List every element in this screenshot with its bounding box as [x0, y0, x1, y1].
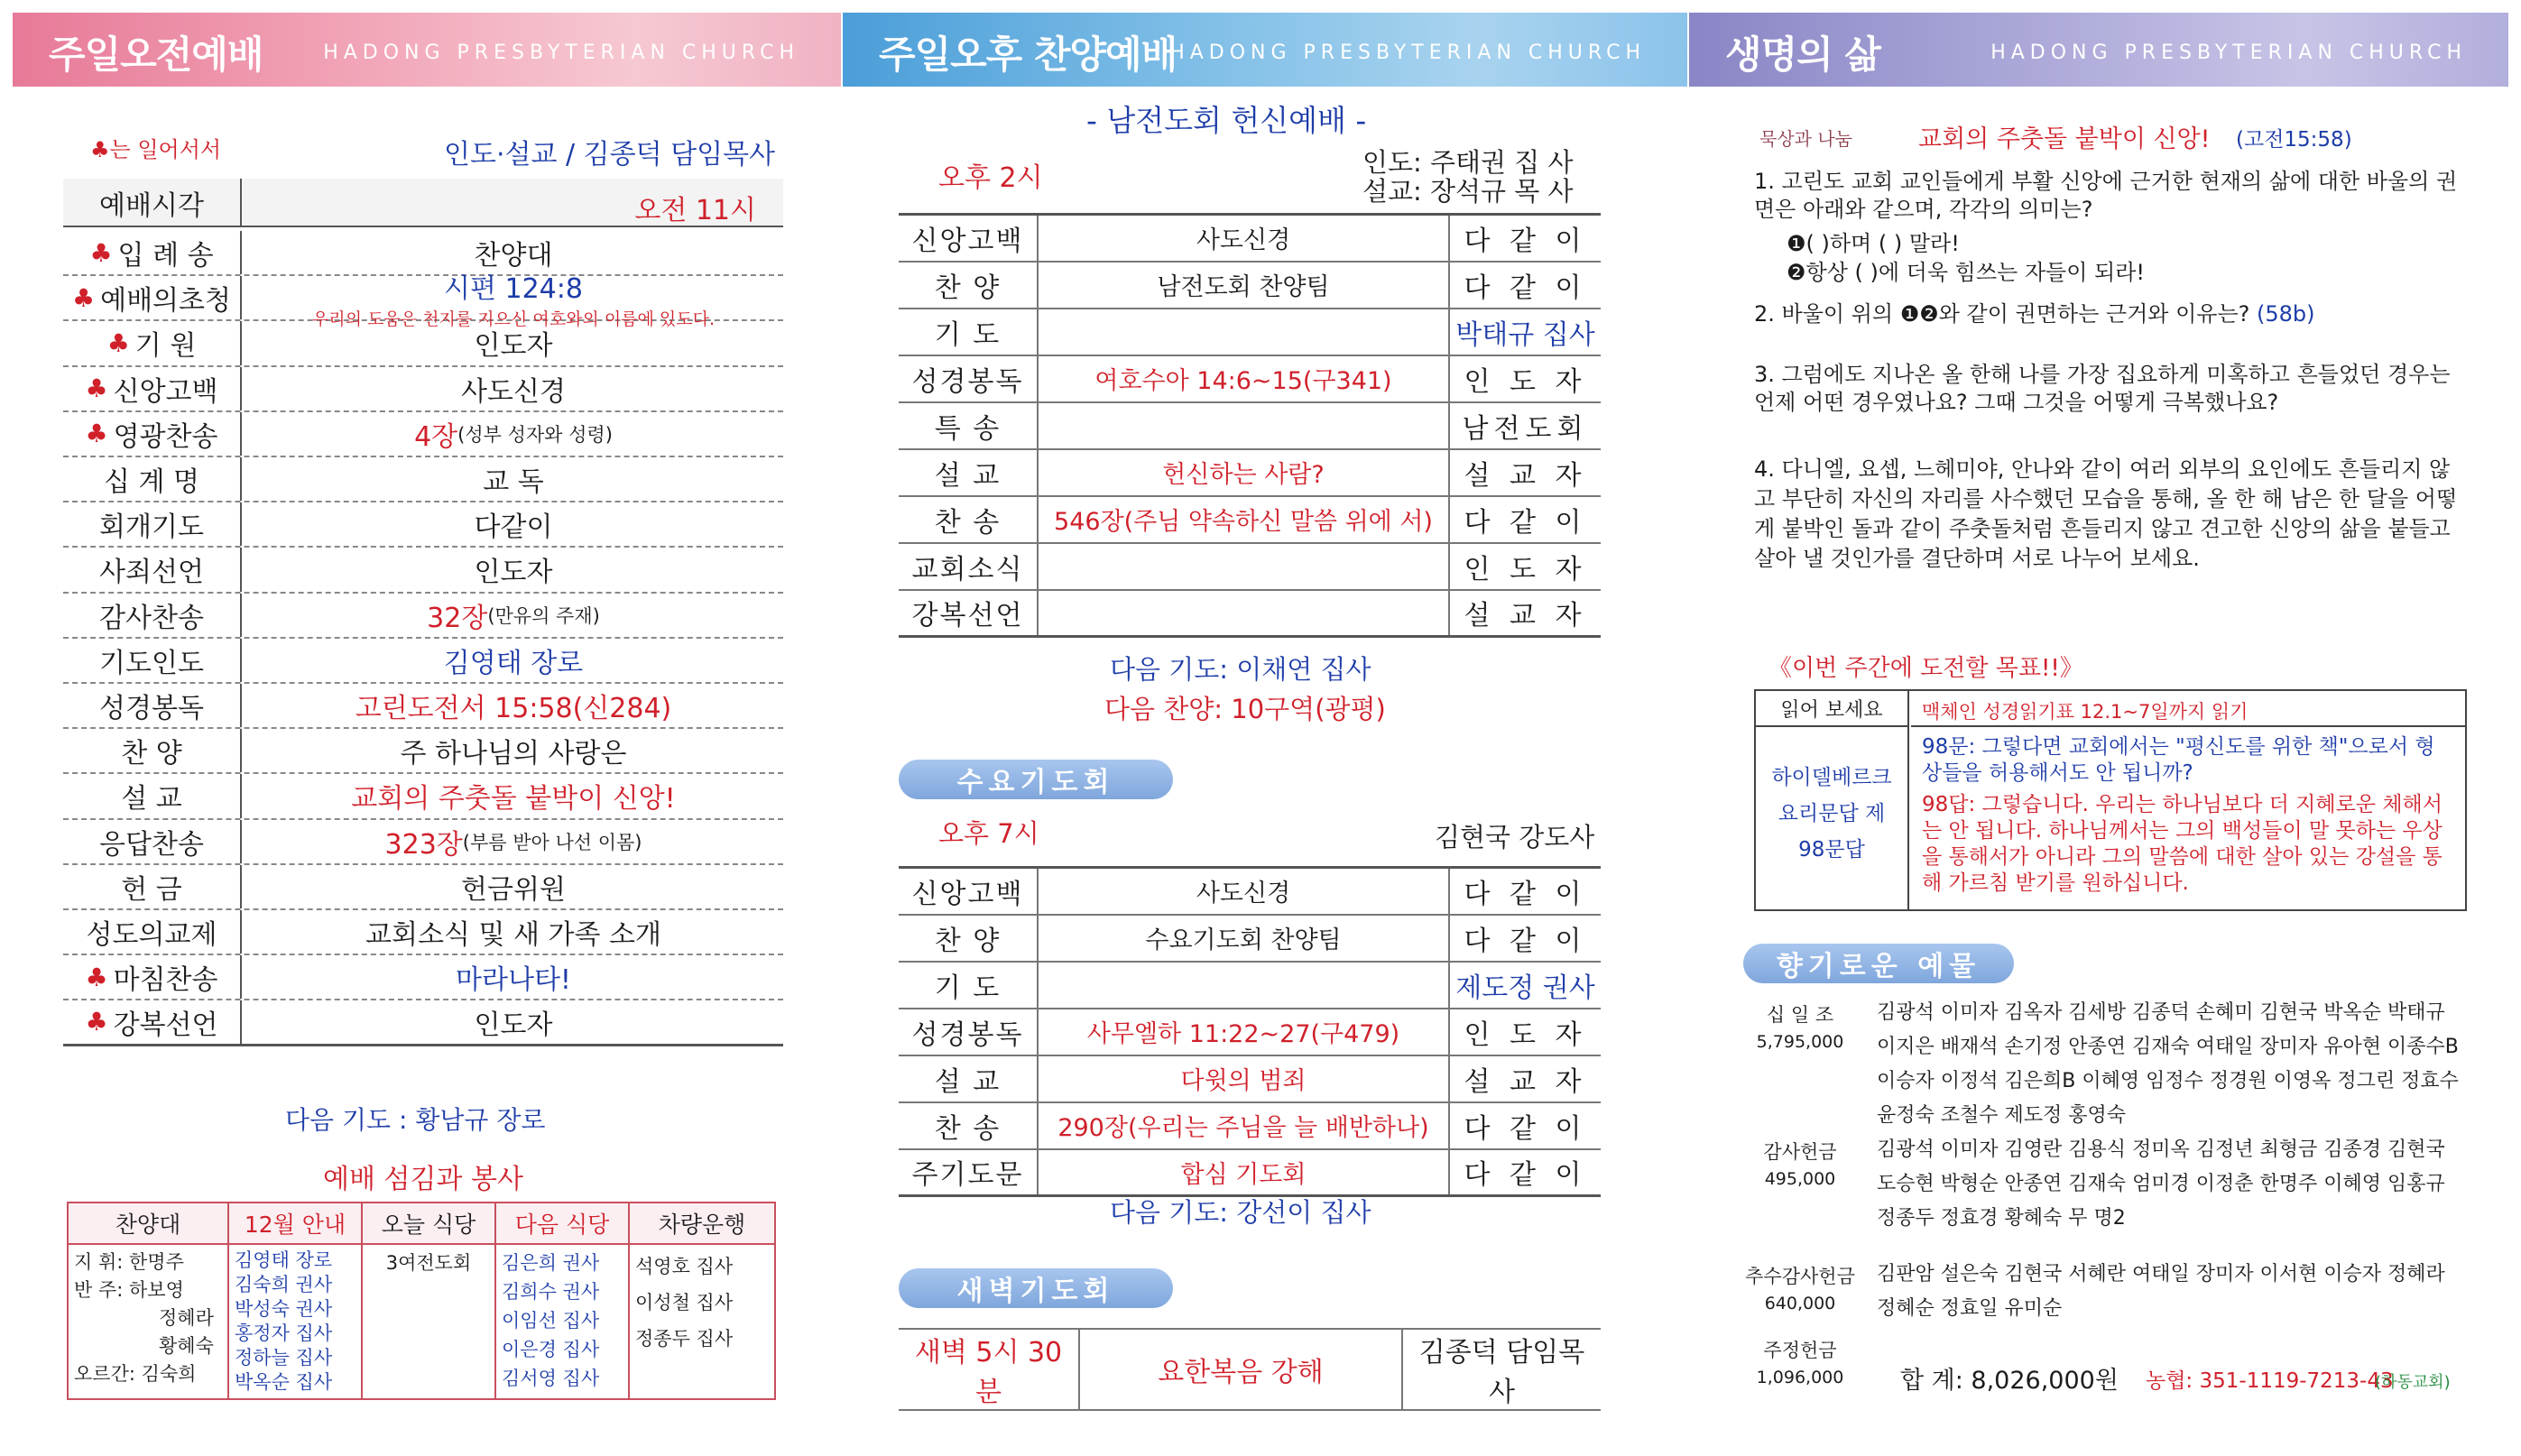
offering-type: 감사헌금	[1763, 1141, 1837, 1163]
worship-row	[63, 594, 783, 639]
leader-line: 인도·설교 / 김종덕 담임목사	[444, 139, 776, 170]
offering-names: 김광석 이미자 김옥자 김세방 김종덕 손혜미 김현국 박옥순 박태규 이지은 배재석 손기정 안종연 김재숙 여태일 장미자 유아현 이종수B 이승자 이정석 김은희B 이혜영 임정수 정경원 이영옥 정그린 정효수 윤정숙 조철수 제도정 홍영숙	[1877, 1001, 2459, 1127]
order-leader: 다 같 이	[1449, 1149, 1601, 1196]
next-cell	[495, 1244, 629, 1399]
life-ref: (고전15:58)	[2236, 128, 2352, 152]
worship-row-label-text: 찬 양	[121, 738, 182, 770]
worship-row-value	[244, 955, 783, 999]
worship-row-label	[63, 321, 242, 364]
order-leader: 제도정 권사	[1449, 962, 1601, 1009]
order-content: 합심 기도회	[1038, 1149, 1449, 1196]
worship-row-label	[63, 502, 242, 546]
offering-type: 십 일 조	[1766, 1004, 1834, 1026]
header-morning	[13, 13, 841, 87]
order-leader: 다 같 이	[1449, 868, 1601, 915]
wednesday-next-prayer: 다음 기도: 강선이 집사	[1110, 1197, 1371, 1228]
worship-row-value	[244, 865, 783, 908]
next-prayer: 다음 기도 : 황남규 장로	[285, 1105, 546, 1135]
list-item: 석영호 집사	[635, 1256, 734, 1277]
worship-row-value	[244, 820, 783, 863]
worship-row-value-text: 시편 124:8	[444, 272, 583, 305]
club-icon: ♣	[85, 373, 108, 404]
header-afternoon-title: 주일오후 찬양예배	[879, 32, 1177, 77]
order-leader: 설 교 자	[1449, 1055, 1601, 1102]
dawn-content: 요한복음 강해	[1079, 1329, 1402, 1410]
worship-row-label-text: 신앙고백	[113, 375, 218, 408]
worship-row-value-text: 교회소식 및 새 가족 소개	[365, 919, 661, 952]
worship-row-label-text: 설 교	[121, 783, 182, 816]
order-content: 사무엘하 11:22~27(구479)	[1038, 1009, 1449, 1055]
worship-row-subtext: (부름 받아 나선 이몸)	[462, 831, 642, 853]
order-label: 교회소식	[899, 543, 1038, 590]
worship-row-value-text: 사도신경	[461, 375, 566, 408]
offering-label	[1741, 1263, 1859, 1317]
question-4: 4. 다니엘, 요셉, 느헤미야, 안나와 같이 여러 외부의 요인에도 흔들리지 않고 부단히 자신의 자리를 사수했던 모습을 통해, 올 한 해 남은 한 달을 어떻게 붙박인 돌과 같이 주춧돌처럼 흔들리지 않고 견고한 신앙의 삶을 붙들고 살아 낼 것인가를 결단하며 서로 나누어 보세요.	[1754, 456, 2458, 571]
worship-row-value-text: 헌금위원	[461, 873, 566, 906]
header-church-name: HADONG PRESBYTERIAN CHURCH	[323, 41, 799, 64]
afternoon-time: 오후 2시	[938, 162, 1043, 194]
order-leader: 다 같 이	[1449, 496, 1601, 543]
question-1a: ❶( )하며 ( ) 말라!	[1787, 231, 1960, 256]
afternoon-title: - 남전도회 헌신예배 -	[1086, 103, 1367, 138]
wednesday-leader: 김현국 강도사	[1435, 822, 1595, 852]
header-church-name: HADONG PRESBYTERIAN CHURCH	[1169, 41, 1646, 64]
table-row	[899, 496, 1601, 543]
wednesday-time: 오후 7시	[938, 818, 1039, 849]
today-cell	[362, 1244, 495, 1399]
worship-row-label	[63, 276, 242, 319]
list-item: 박성숙 권사	[235, 1298, 333, 1320]
order-label: 찬 양	[899, 915, 1038, 962]
dawn-pill: 새벽기도회	[899, 1268, 1173, 1308]
worship-row-value-text: 인도자	[474, 330, 553, 363]
question-2	[1754, 296, 2315, 327]
offering-amount: 1,096,000	[1756, 1368, 1844, 1387]
choir-cell	[68, 1244, 228, 1399]
order-label: 기 도	[899, 962, 1038, 1009]
time-row	[63, 179, 783, 227]
order-label: 강복선언	[899, 590, 1038, 637]
worship-row-label	[63, 594, 242, 637]
order-leader: 다 같 이	[1449, 915, 1601, 962]
list-item: 김서영 집사	[502, 1368, 600, 1389]
worship-row-label-text: 십 계 명	[103, 466, 199, 499]
order-content: 헌신하는 사람?	[1038, 449, 1449, 496]
worship-row-value-text: 찬양대	[474, 240, 553, 272]
order-leader: 설 교 자	[1449, 449, 1601, 496]
club-icon: ♣	[71, 282, 96, 313]
list-item: 정종두 집사	[635, 1328, 734, 1350]
life-theme: 교회의 주춧돌 붙박이 신앙!	[1918, 125, 2211, 153]
order-leader: 인 도 자	[1449, 355, 1601, 402]
time-label: 예배시각	[63, 179, 242, 227]
order-content: 다윗의 범죄	[1038, 1055, 1449, 1102]
worship-row-value-text: 주 하나님의 사랑은	[400, 738, 627, 770]
dawn-time: 새벽 5시 30분	[899, 1329, 1079, 1410]
list-item: 정혜라	[159, 1307, 214, 1329]
list-item: 홍정자 집사	[235, 1322, 333, 1344]
order-label: 설 교	[899, 1055, 1038, 1102]
worship-row-label-text: 성도의교제	[86, 919, 217, 952]
worship-row-value-text: 4장	[414, 420, 458, 453]
heid-label: 하이델베르크 요리문답 제98문답	[1756, 727, 1909, 909]
worship-row-value-text: 고린도전서 15:58(신284)	[355, 693, 672, 725]
afternoon-leader: 인도: 주태권 집 사	[1362, 147, 1574, 178]
worship-row-value	[244, 412, 783, 456]
order-label: 찬 송	[899, 1102, 1038, 1149]
worship-row-label	[63, 367, 242, 410]
worship-row	[63, 820, 783, 865]
worship-row-label	[63, 955, 242, 999]
worship-row-label	[63, 865, 242, 908]
table-row	[899, 868, 1601, 915]
list-item: 지 휘: 한명주	[74, 1251, 184, 1273]
afternoon-order-table	[899, 213, 1601, 638]
col-choir: 찬양대	[68, 1203, 228, 1244]
list-item: 3여전도회	[385, 1252, 472, 1274]
table-row	[899, 1055, 1601, 1102]
worship-row-label	[63, 548, 242, 591]
table-row	[899, 1102, 1601, 1149]
offering-label	[1741, 1138, 1859, 1193]
worship-row-label	[63, 412, 242, 456]
order-label: 신앙고백	[899, 215, 1038, 262]
worship-row	[63, 548, 783, 593]
order-leader: 박태규 집사	[1449, 309, 1601, 355]
worship-row-value	[244, 1000, 783, 1043]
table-row	[899, 1149, 1601, 1196]
challenge-title: 《이번 주간에 도전할 목표!!》	[1768, 655, 2083, 682]
question-1: 1. 고린도 교회 교인들에게 부활 신앙에 근거한 현재의 삶에 대한 바울의 권면은 아래와 같으며, 각각의 의미는?	[1754, 169, 2458, 222]
read-value: 맥체인 성경읽기표 12.1~7일까지 읽기	[1911, 691, 2465, 727]
heid-answer: 98답: 그렇습니다. 우리는 하나님보다 더 지혜로운 체해서는 안 됩니다. 하나님께서는 그의 백성들이 말 못하는 우상을 통해서가 아니라 그의 말씀에 대한 살아 있는 강설을 통해 가르침 받기를 원하십니다.	[1922, 793, 2443, 895]
service-title: 예배 섬김과 봉사	[323, 1164, 523, 1195]
list-item: 황혜숙	[159, 1335, 214, 1357]
worship-row-value	[244, 502, 783, 546]
order-label: 성경봉독	[899, 1009, 1038, 1055]
worship-row-value-text: 인도자	[474, 1009, 553, 1041]
col-next: 다음 식당	[495, 1203, 629, 1244]
question-2-text: 2. 바울이 위의 ❶❷와 같이 권면하는 근거와 이유는?	[1754, 301, 2250, 327]
list-item: 반 주: 하보영	[74, 1279, 184, 1301]
wednesday-order-table	[899, 866, 1601, 1197]
guide-cell	[228, 1244, 362, 1399]
offering-label	[1741, 1337, 1859, 1391]
offering-amount: 5,795,000	[1756, 1032, 1844, 1052]
list-item: 박옥순 집사	[235, 1371, 333, 1393]
order-label: 성경봉독	[899, 355, 1038, 402]
worship-row-label	[63, 774, 242, 817]
worship-row	[63, 639, 783, 684]
order-content: 수요기도회 찬양팀	[1038, 915, 1449, 962]
worship-row-label-text: 영광찬송	[113, 420, 218, 453]
worship-row-value-text: 다같이	[474, 511, 553, 544]
heid-question: 98문: 그렇다면 교회에서는 "평신도를 위한 책"으로서 형상들을 허용해서도 안 됩니까?	[1922, 735, 2435, 785]
order-leader: 남전도회	[1449, 402, 1601, 449]
worship-row-label-text: 성경봉독	[99, 693, 204, 725]
wednesday-pill: 수요기도회	[899, 760, 1173, 799]
worship-row	[63, 729, 783, 774]
offering-pill: 향기로운 예물	[1743, 944, 2014, 983]
col-guide: 12월 안내	[228, 1203, 362, 1244]
worship-row-value-text: 김영태 장로	[443, 647, 584, 679]
worship-row-value-text: 교회의 주춧돌 붙박이 신앙!	[351, 783, 676, 816]
worship-row-value	[244, 594, 783, 637]
order-content	[1038, 543, 1449, 590]
worship-row	[63, 367, 783, 412]
offering-amount: 495,000	[1764, 1169, 1836, 1189]
table-row	[899, 1009, 1601, 1055]
worship-row-value-text: 교 독	[483, 466, 544, 499]
life-tag: 묵상과 나눔	[1759, 128, 1852, 150]
table-row	[899, 543, 1601, 590]
worship-row-label-text: 강복선언	[113, 1009, 218, 1041]
afternoon-preacher: 설교: 장석규 목 사	[1362, 176, 1574, 207]
worship-row-label	[63, 729, 242, 772]
worship-row-label-text: 기도인도	[99, 647, 204, 679]
worship-row-label-text: 기 원	[134, 330, 197, 363]
col-today: 오늘 식당	[362, 1203, 495, 1244]
order-leader: 설 교 자	[1449, 590, 1601, 637]
order-label: 찬 양	[899, 262, 1038, 309]
table-row	[899, 355, 1601, 402]
worship-row	[63, 910, 783, 955]
afternoon-next-praise: 다음 찬양: 10구역(광평)	[1104, 694, 1386, 724]
order-leader: 인 도 자	[1449, 1009, 1601, 1055]
order-content: 290장(우리는 주님을 늘 배반하나)	[1038, 1102, 1449, 1149]
bank-account-note: (하동교회)	[2375, 1373, 2451, 1392]
dawn-table	[899, 1328, 1601, 1411]
table-row	[899, 915, 1601, 962]
table-row	[899, 962, 1601, 1009]
worship-row-label-text: 예배의초청	[100, 285, 231, 318]
worship-row	[63, 502, 783, 548]
order-content: 사도신경	[1038, 215, 1449, 262]
worship-row-value-text: 32장	[427, 602, 488, 634]
offering-label	[1741, 1001, 1859, 1055]
order-leader: 다 같 이	[1449, 215, 1601, 262]
offering-names: 김판암 설은숙 김현국 서혜란 여태일 장미자 이서현 이승자 정혜라 정혜순 정효일 유미순	[1877, 1263, 2445, 1320]
worship-row-label-text: 헌 금	[121, 873, 182, 906]
header-church-name: HADONG PRESBYTERIAN CHURCH	[1990, 41, 2467, 64]
order-leader: 다 같 이	[1449, 262, 1601, 309]
table-row	[899, 215, 1601, 262]
worship-row-label-text: 사죄선언	[99, 557, 204, 589]
car-cell	[629, 1244, 775, 1399]
worship-row-subtext: 우리의 도움은 천지를 지으신 여호와의 이름에 있도다.	[311, 309, 716, 329]
order-content: 546장(주님 약속하신 말씀 위에 서)	[1038, 496, 1449, 543]
worship-row-value	[244, 548, 783, 591]
order-label: 신앙고백	[899, 868, 1038, 915]
order-content: 여호수아 14:6~15(구341)	[1038, 355, 1449, 402]
worship-row-label	[63, 684, 242, 727]
club-icon: ♣	[85, 419, 108, 449]
order-content	[1038, 402, 1449, 449]
worship-row-label	[63, 820, 242, 863]
table-row	[899, 262, 1601, 309]
worship-row-value	[244, 367, 783, 410]
list-item: 김숙희 권사	[235, 1274, 333, 1295]
list-item: 오르간: 김숙희	[74, 1363, 197, 1385]
read-label: 읽어 보세요	[1756, 691, 1909, 727]
order-label: 주기도문	[899, 1149, 1038, 1196]
worship-row-value	[244, 272, 783, 329]
worship-row-label	[63, 910, 242, 954]
worship-row	[63, 457, 783, 502]
worship-row-value	[244, 639, 783, 682]
club-icon: ♣	[85, 962, 108, 992]
club-icon: ♣	[106, 327, 130, 358]
worship-row-subtext: (성부 성자와 성령)	[457, 423, 613, 446]
time-value: 오전 11시	[634, 195, 756, 226]
question-2-ref: (58b)	[2257, 301, 2315, 327]
worship-row-label-text: 마침찬송	[113, 964, 218, 997]
table-row	[899, 402, 1601, 449]
list-item: 정하늘 집사	[235, 1347, 333, 1368]
club-icon: ♣	[89, 237, 113, 268]
order-leader: 인 도 자	[1449, 543, 1601, 590]
worship-row	[63, 231, 783, 276]
offering-total: 합 계: 8,026,000원	[1900, 1367, 2119, 1395]
worship-row	[63, 865, 783, 910]
header-life-title: 생명의 삶	[1725, 32, 1880, 77]
challenge-box	[1754, 689, 2467, 911]
worship-row-value	[244, 729, 783, 772]
table-row	[899, 309, 1601, 355]
order-label: 찬 송	[899, 496, 1038, 543]
offering-names: 김광석 이미자 김영란 김용식 정미옥 김정년 최형금 김종경 김현국 도승현 박형순 안종연 김재숙 엄미경 이정춘 한명주 이혜영 임홍규 정종두 정효경 황혜숙 무 명2	[1877, 1138, 2445, 1230]
worship-row	[63, 412, 783, 457]
list-item: 이임선 집사	[502, 1310, 600, 1332]
order-content: 남전도회 찬양팀	[1038, 262, 1449, 309]
stand-note: ♣는 일어서서	[90, 137, 222, 162]
order-content: 사도신경	[1038, 868, 1449, 915]
worship-row-label	[63, 231, 242, 274]
worship-row-subtext: (만유의 주재)	[487, 604, 600, 627]
worship-row-label-text: 입 례 송	[117, 240, 214, 272]
order-leader: 다 같 이	[1449, 1102, 1601, 1149]
worship-row-label-text: 회개기도	[99, 511, 204, 544]
list-item: 김영태 장로	[235, 1249, 333, 1271]
list-item: 김은희 권사	[502, 1252, 600, 1274]
worship-row-value	[244, 457, 783, 501]
club-icon: ♣	[85, 1007, 108, 1037]
worship-row-label	[63, 457, 242, 501]
worship-row-value	[244, 774, 783, 817]
order-content	[1038, 309, 1449, 355]
worship-row-value-text: 마라나타!	[456, 964, 571, 997]
service-table	[67, 1202, 776, 1400]
offering-type: 주정헌금	[1763, 1340, 1837, 1361]
list-item: 김희수 권사	[502, 1281, 600, 1303]
worship-row-label	[63, 1000, 242, 1043]
bank-account: 농협: 351-1119-7213-43	[2146, 1369, 2394, 1393]
worship-row-value-text: 인도자	[474, 557, 553, 589]
dawn-leader: 김종덕 담임목사	[1402, 1329, 1601, 1410]
header-afternoon	[843, 13, 1687, 87]
worship-row-label	[63, 639, 242, 682]
worship-row	[63, 272, 783, 329]
header-life	[1689, 13, 2508, 87]
order-label: 기 도	[899, 309, 1038, 355]
offering-amount: 640,000	[1764, 1294, 1836, 1313]
order-content	[1038, 590, 1449, 637]
order-label: 특 송	[899, 402, 1038, 449]
worship-row	[63, 955, 783, 1000]
worship-row	[63, 321, 783, 366]
col-car: 차량운행	[629, 1203, 775, 1244]
question-3: 3. 그럼에도 지나온 올 한해 나를 가장 집요하게 미혹하고 흔들었던 경우는 언제 어떤 경우였나요? 그때 그것을 어떻게 극복했나요?	[1754, 362, 2451, 415]
worship-row-label-text: 감사찬송	[99, 602, 204, 634]
list-item: 이은경 집사	[502, 1339, 600, 1360]
order-content	[1038, 962, 1449, 1009]
worship-row	[63, 774, 783, 819]
worship-row-value-text: 323장	[384, 828, 463, 861]
order-label: 설 교	[899, 449, 1038, 496]
table-row	[899, 449, 1601, 496]
worship-row	[63, 1000, 783, 1046]
worship-row-value	[244, 321, 783, 364]
header-morning-title: 주일오전예배	[49, 32, 263, 77]
afternoon-next-prayer: 다음 기도: 이채연 집사	[1110, 654, 1371, 685]
worship-row-value	[244, 684, 783, 727]
list-item: 이성철 집사	[635, 1292, 734, 1313]
worship-row-label-text: 응답찬송	[99, 828, 204, 861]
offering-type: 추수감사헌금	[1745, 1266, 1855, 1287]
question-1b: ❷항상 ( )에 더욱 힘쓰는 자들이 되라!	[1787, 260, 2146, 285]
worship-row	[63, 684, 783, 729]
table-row	[899, 590, 1601, 637]
worship-row-value	[244, 910, 783, 954]
